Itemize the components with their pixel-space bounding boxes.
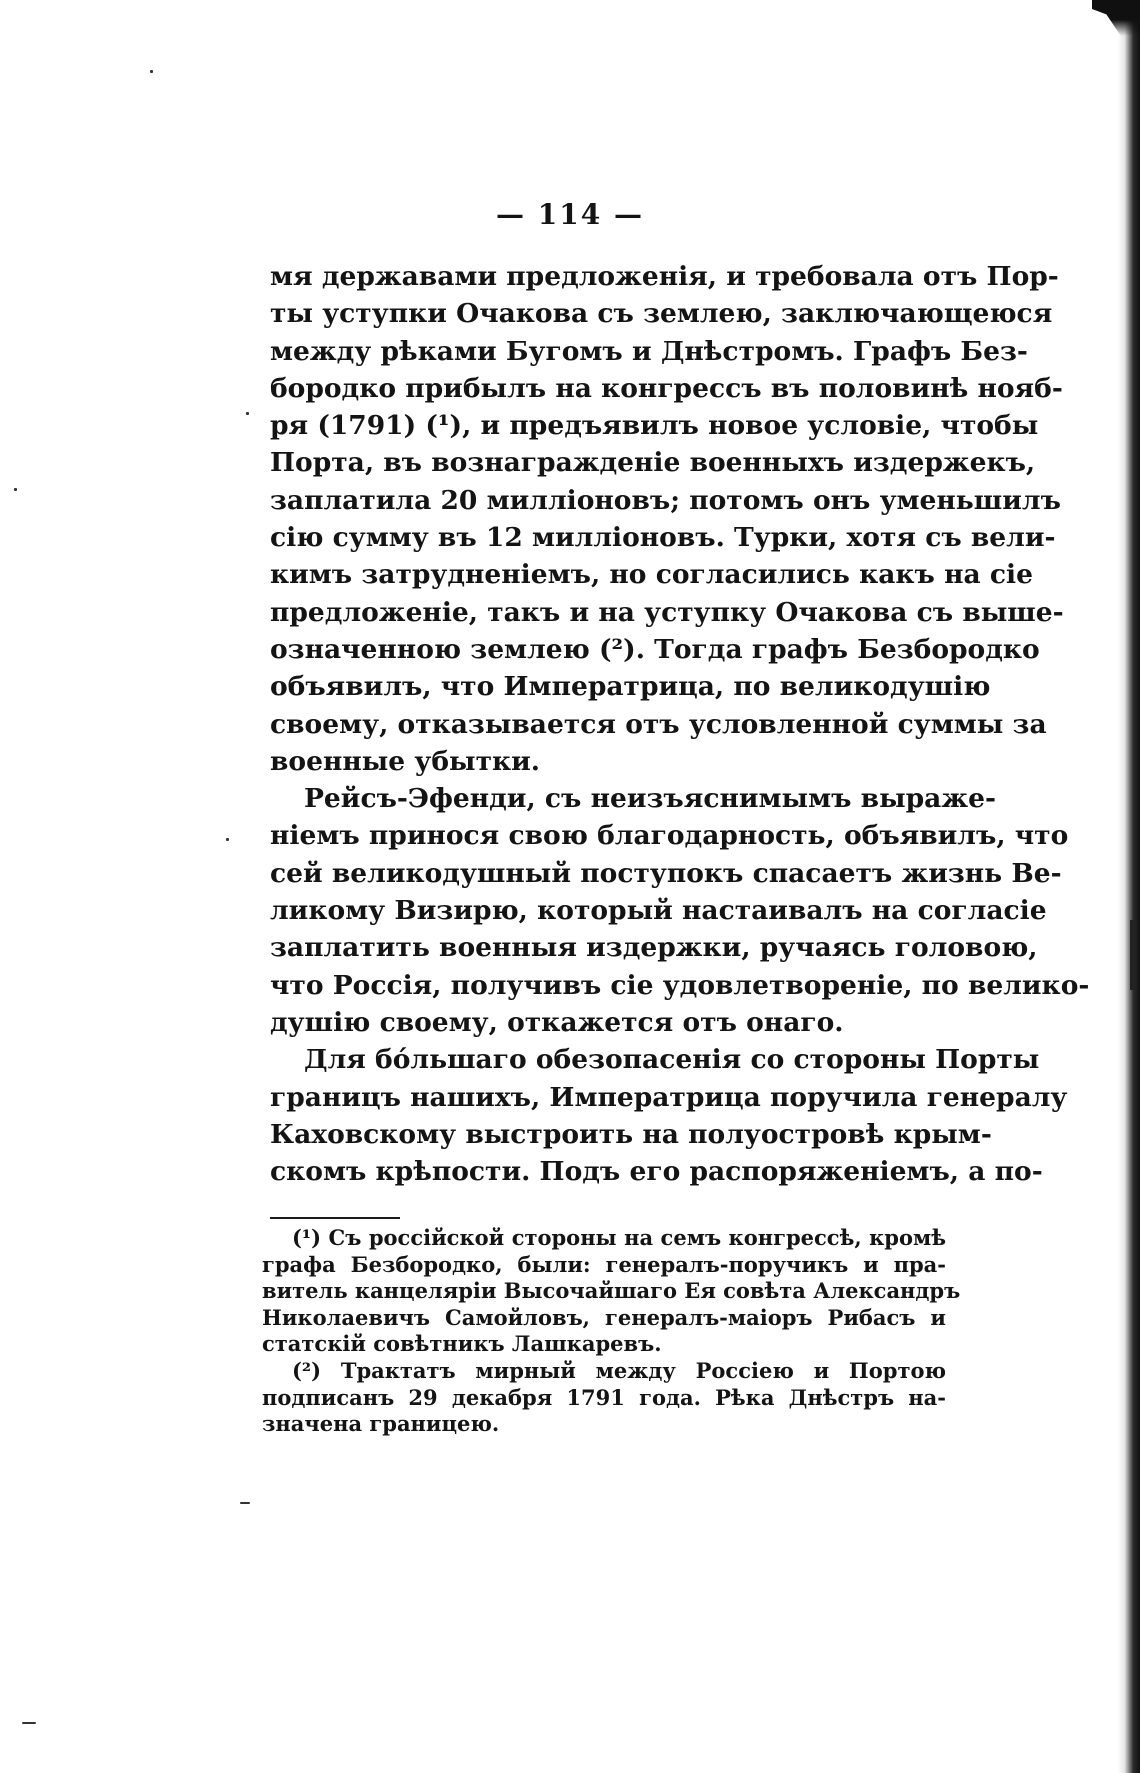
scan-speck [226,838,229,841]
scan-corner-mark [1092,0,1140,36]
footnote-line: графа Безбородко, были: генералъ-поручикъ и пра- [262,1251,946,1277]
text-line: военные убытки. [270,745,541,777]
footnote-line: Николаевичъ Самойловъ, генералъ-маіоръ Рибасъ и [262,1304,946,1330]
scan-edge-shadow [1118,0,1140,1773]
footnote-line: (²) Трактатъ мирный между Россіею и Портою [292,1357,946,1383]
text-line: бородко прибылъ на конгрессъ въ половинѣ нояб- [270,372,1063,404]
text-line: что Россія, получивъ сіе удовлетвореніе, по велико- [270,969,1090,1001]
text-line: мя державами предложенія, и требовала отъ Пор- [270,261,1059,292]
footnotes [262,1225,961,1438]
text-line: душію своему, откажется отъ онаго. [270,1006,844,1038]
text-line: ты уступки Очакова съ землею, заключающеюся [270,298,1053,330]
footnote-line: витель канцеляріи Высочайшаго Ея совѣта Александръ [262,1278,961,1304]
footnote-line: подписанъ 29 декабря 1791 года. Рѣка Днѣстръ на- [262,1384,946,1410]
text-line: Каховскому выстроить на полуостровѣ крым- [270,1118,992,1150]
text-line: ніемъ принося свою благодарность, объявилъ, что [270,820,1069,852]
page-number: — 114 — [496,198,644,231]
text-line: заплатить военныя издержки, ручаясь головою, [270,932,1038,964]
text-line: границъ нашихъ, Императрица поручила генералу [270,1081,1068,1113]
text-line: сію сумму въ 12 милліоновъ. Турки, хотя съ вели- [270,522,1056,554]
text-line: Порта, въ вознагражденіе военныхъ издержекъ, [270,447,1036,479]
text-line: сей великодушный поступокъ спасаетъ жизнь Ве- [270,857,1062,889]
text-line: своему, отказывается отъ условленной суммы за [270,708,1047,740]
footnote-line: значена границею. [262,1411,500,1437]
text-line: ря (1791) (¹), и предъявилъ новое условіе, чтобы [270,410,1039,442]
footnote-line: статскій совѣтникъ Лашкаревъ. [262,1331,662,1357]
text-line: Для бóльшаго обезопасенія со стороны Порты [304,1044,1040,1076]
text-line: ликому Визирю, который настаивалъ на согласіе [270,895,1047,927]
scan-speck [240,1502,250,1504]
footnote-separator [270,1217,400,1219]
text-line: Рейсъ-Эфенди, съ неизъяснимымъ выраже- [304,783,996,815]
scan-speck [246,412,249,415]
text-line: объявилъ, что Императрица, по великодушію [270,671,991,703]
scan-speck [150,70,153,73]
text-line: между рѣками Бугомъ и Днѣстромъ. Графъ Без- [270,335,1028,367]
footnote-line: (¹) Съ россійской стороны на семъ конгрессѣ, кромѣ [292,1225,946,1250]
scan-speck [14,488,17,491]
text-line: кимъ затрудненіемъ, но согласились какъ на сіе [270,559,1033,591]
text-line: заплатила 20 милліоновъ; потомъ онъ уменьшилъ [270,484,1061,516]
text-line: скомъ крѣпости. Подъ его распоряженіемъ, а по- [270,1156,1043,1188]
scan-speck [22,1722,36,1724]
text-line: означенною землею (²). Тогда графъ Безбородко [270,633,1040,665]
text-line: предложеніе, такъ и на уступку Очакова съ выше- [270,596,1064,628]
scan-edge-mark [1130,920,1136,990]
main-text [270,258,1090,1190]
